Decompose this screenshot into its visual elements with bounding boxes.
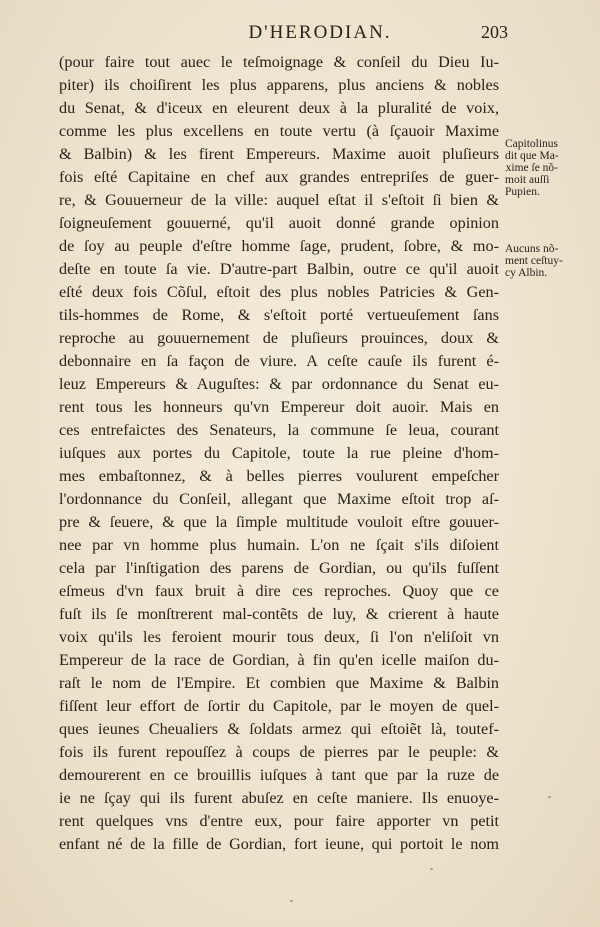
margin-note-line: Aucuns nõ-	[505, 243, 559, 255]
paper-speck	[430, 868, 433, 870]
text-line: ſoigneuſement gouuerné, qu'il auoit donné grande opinion	[59, 214, 499, 232]
margin-note-line: xime ſe nõ-	[505, 162, 559, 174]
text-line: enfant né de la fille de Gordian, fort ieune, qui portoit le nom	[59, 835, 499, 853]
text-line: eſté deux fois Cõſul, eſtoit des plus nobles Patricies & Gen-	[59, 283, 499, 301]
text-line: du Senat, & d'iceux en eleurent deux à la pluralité de voix,	[59, 99, 499, 117]
text-line: deſte en toute ſa vie. D'autre-part Balbin, outre ce qu'il auoit	[59, 260, 499, 278]
margin-note-albin	[505, 243, 573, 279]
text-line: rent tous les honneurs qu'vn Empereur doit auoir. Mais en	[59, 398, 499, 416]
text-line: leuz Empereurs & Auguſtes: & par ordonnance du Senat eu-	[59, 375, 499, 393]
text-line: fiſſent leur effort de ſortir du Capitole, par le moyen de quel-	[59, 697, 499, 715]
text-line: demourerent en ce brouillis iuſques à tant que par la ruze de	[59, 766, 499, 784]
text-line: pre & ſeuere, & que la ſimple multitude vouloit eſtre gouuer-	[59, 513, 499, 531]
text-line: (pour faire tout auec le teſmoignage & conſeil du Dieu Iu-	[59, 53, 499, 71]
text-line: Empereur de la race de Gordian, à fin qu'en icelle maiſon du-	[59, 651, 499, 669]
margin-note-line: ment ceſtuy-	[505, 255, 563, 267]
text-line: fuſt ils ſe monſtrerent mal-contẽts de luy, & crierent à haute	[59, 605, 499, 623]
text-line: voix qu'ils les feroient mourir tous deux, ſi l'on n'eliſoit vn	[59, 628, 499, 646]
margin-note-line: Pupien.	[505, 186, 540, 198]
text-line: fois eſté Capitaine en chef aux grandes entrepriſes de guer-	[59, 168, 499, 186]
text-line: re, & Gouuerneur de la ville: auquel eſtat il s'eſtoit ſi bien &	[59, 191, 499, 209]
text-line: eſmeus d'vn faux bruit à dire ces reproches. Quoy que ce	[59, 582, 499, 600]
paper-speck	[548, 796, 551, 798]
paper-speck	[290, 900, 293, 902]
margin-note-line: moit auſſi	[505, 174, 550, 186]
text-line: nee par vn homme plus humain. L'on ne ſçait s'ils diſoient	[59, 536, 499, 554]
margin-note-line: dit que Ma-	[505, 150, 559, 162]
text-line: reproche au gouuernement de pluſieurs prouinces, doux &	[59, 329, 499, 347]
page-number: 203	[481, 22, 508, 42]
text-line: ces entrefaictes des Senateurs, la commune ſe leua, courant	[59, 421, 499, 439]
text-line: & Balbin) & les firent Empereurs. Maxime auoit pluſieurs	[59, 145, 499, 163]
margin-note-line: Capitolinus	[505, 138, 559, 150]
text-line: comme les plus excellens en toute vertu (à ſçauoir Maxime	[59, 122, 499, 140]
text-line: rent quelques vns d'entre eux, pour faire apporter vn petit	[59, 812, 499, 830]
text-line: debonnaire en ſa façon de viure. A ceſte cauſe ils furent é-	[59, 352, 499, 370]
text-line: ie ne ſçay qui ils furent abuſez en ceſte maniere. Ils enuoye-	[59, 789, 499, 807]
text-line: fois ils furent repouſſez à coups de pierres par le peuple: &	[59, 743, 499, 761]
text-line: raſt le nom de l'Empire. Et combien que Maxime & Balbin	[59, 674, 499, 692]
text-line: l'ordonnance du Conſeil, allegant que Maxime eſtoit trop aſ-	[59, 490, 499, 508]
running-header-title: D'HERODIAN.	[248, 22, 392, 43]
body-text	[59, 51, 499, 856]
text-line: iuſques aux portes du Capitole, toute la rue pleine d'hom-	[59, 444, 499, 462]
text-line: tils-hommes de Rome, & s'eſtoit porté vertueuſement ſans	[59, 306, 499, 324]
text-line: mes embaſtonnez, & à belles pierres voulurent empeſcher	[59, 467, 499, 485]
text-line: ques ieunes Cheualiers & ſoldats armez qui eſtoiẽt là, toutef-	[59, 720, 499, 738]
text-line: cela par l'inſtigation des parens de Gordian, ou qu'ils fuſſent	[59, 559, 499, 577]
margin-note-capitolinus	[505, 138, 569, 198]
margin-note-line: cy Albin.	[505, 267, 548, 279]
text-line: piter) ils choiſirent les plus apparens, plus anciens & nobles	[59, 76, 499, 94]
text-line: de ſoy au peuple d'eſtre homme ſage, prudent, ſobre, & mo-	[59, 237, 499, 255]
